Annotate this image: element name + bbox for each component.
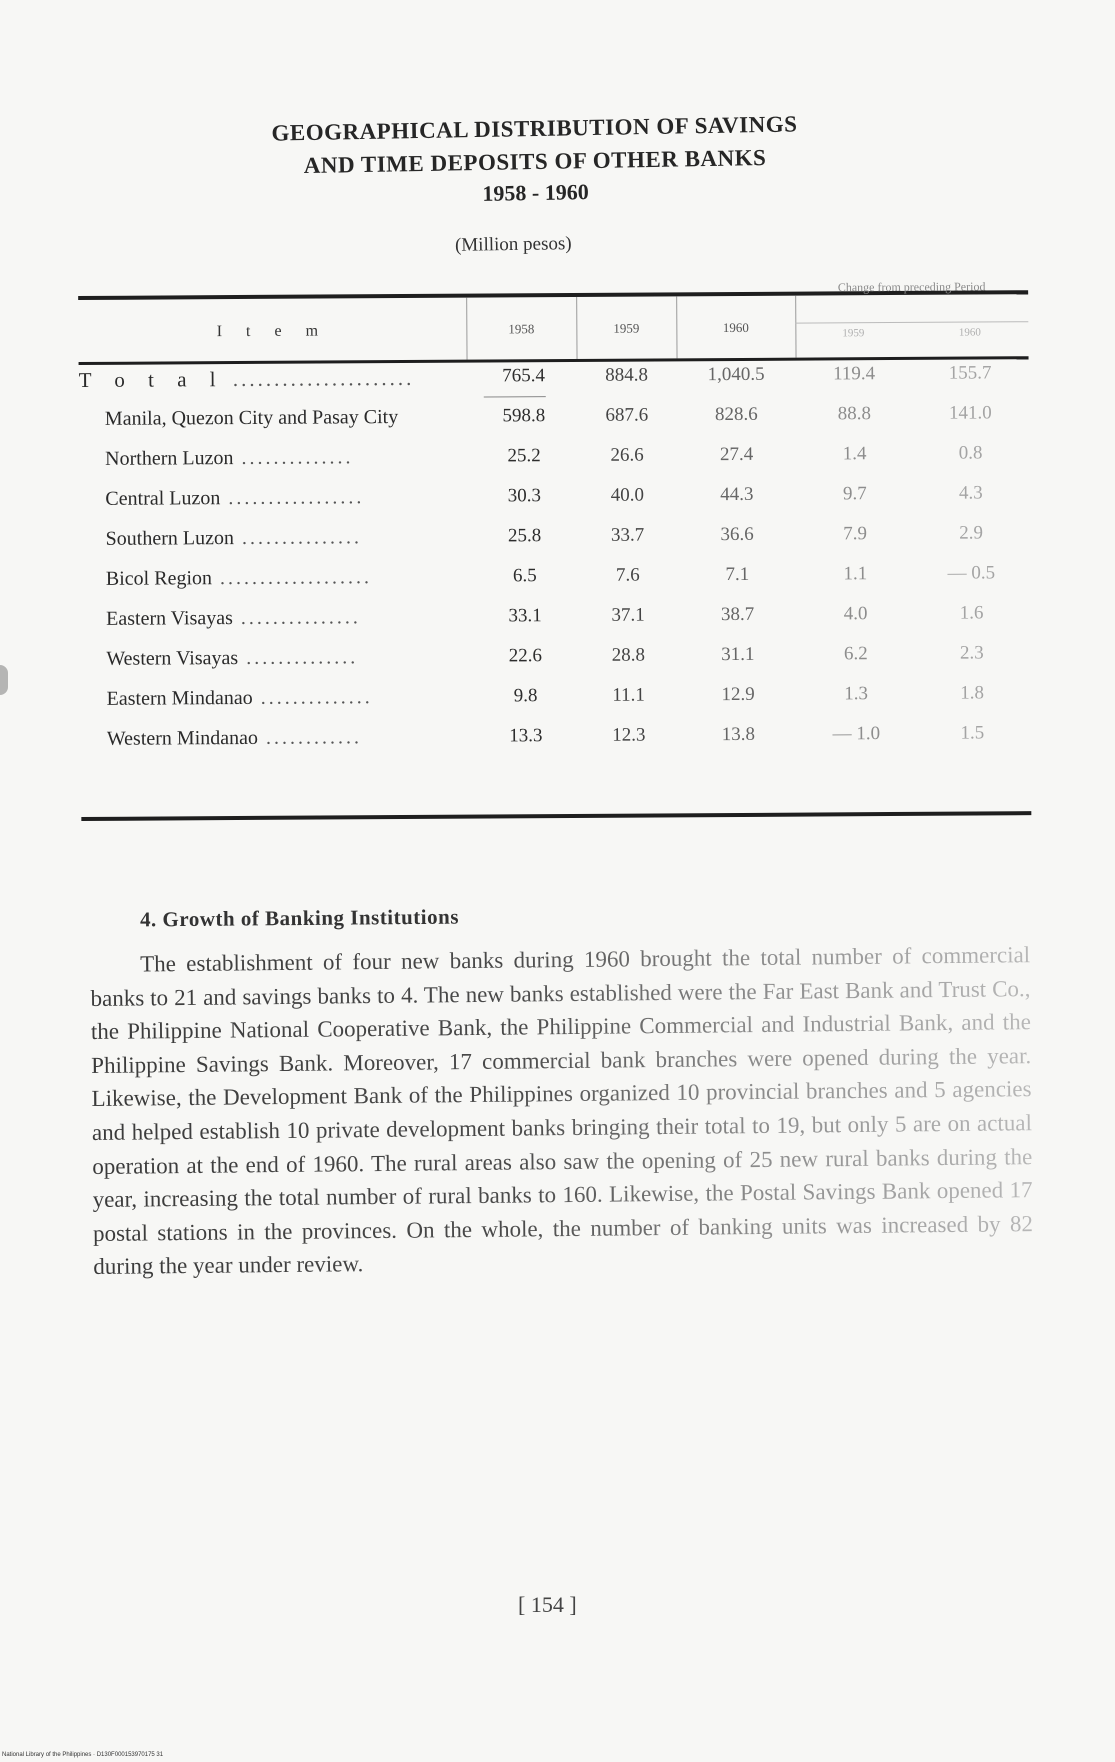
cell-1959: 12.3	[612, 724, 646, 746]
cell-1958: 6.5	[512, 565, 537, 587]
cell-1958: 9.8	[513, 685, 538, 707]
cell-1959: 687.6	[605, 404, 649, 426]
cell-1960: 31.1	[721, 643, 755, 666]
title-line-2: AND TIME DEPOSITS OF OTHER BANKS	[303, 144, 767, 179]
header-1960: 1960	[722, 319, 749, 336]
cell-change-1959: 119.4	[833, 363, 876, 385]
cell-1960: 44.3	[720, 483, 754, 506]
cell-1960: 13.8	[721, 723, 756, 746]
cell-change-1959: 88.8	[837, 403, 872, 425]
table-row	[79, 482, 1029, 526]
cell-change-1959: 1.3	[844, 683, 869, 705]
table-row	[80, 522, 1030, 566]
cell-1959: 26.6	[610, 444, 644, 466]
table-rule-bottom	[81, 811, 1031, 821]
cell-1958: 598.8	[502, 405, 546, 427]
title-line-1: GEOGRAPHICAL DISTRIBUTION OF SAVINGS	[271, 111, 798, 146]
header-item: I t e m	[216, 322, 329, 341]
row-label: Southern Luzon ...............	[105, 526, 363, 550]
cell-change-1960: 155.7	[948, 362, 992, 384]
cell-1958: 25.8	[507, 525, 542, 547]
cell-1958: 25.2	[507, 445, 541, 467]
header-1959: 1959	[613, 320, 640, 336]
cell-change-1959: 9.7	[842, 483, 867, 505]
cell-change-1960: 141.0	[948, 402, 992, 424]
row-label: Manila, Quezon City and Pasay City	[104, 406, 399, 430]
row-label: Central Luzon .................	[105, 486, 365, 510]
cell-change-1960: — 0.5	[947, 562, 996, 584]
body-paragraph	[90, 938, 1033, 1284]
cell-change-1959: — 1.0	[832, 723, 881, 745]
table-row	[79, 442, 1029, 486]
row-label: Western Mindanao ............	[106, 726, 363, 750]
cell-change-1960: 2.3	[959, 642, 984, 664]
units-label: (Million pesos)	[454, 233, 572, 256]
row-label: Northern Luzon ..............	[105, 446, 354, 470]
deposits-table	[78, 266, 1031, 832]
footer-credit: National Library of the Philippines · D130F000153970175 31	[2, 1752, 164, 1758]
cell-1960: 828.6	[714, 403, 758, 426]
table-row-total	[79, 362, 1029, 406]
cell-1959: 33.7	[610, 524, 645, 546]
row-label: Western Visayas ..............	[106, 646, 359, 670]
cell-change-1959: 4.0	[843, 603, 868, 625]
cell-1960: 12.9	[721, 683, 755, 706]
cell-change-1960: 0.8	[958, 442, 983, 464]
table-row	[80, 642, 1030, 686]
header-change-1959: 1959	[842, 327, 865, 340]
paragraph-text: The establishment of four new banks during 1960 brought the total number of commercial banks to 21 and savings banks to 4. The new banks established were the Far East Bank and Trust Co., the Philippine National Cooperative Bank, the Philippine Commercial and Industrial Bank, and the Philippine Savings Bank. Moreover, 17 commercial bank branches were opened during the year. Likewise, the Development Bank of the Philippines organized 10 provincial branches and 5 agencies and helped establish 10 private development banks bringing their total to 19, but only 5 are on actual operation at the end of 1960. The rural areas also saw the opening of 25 new rural banks during the year, increasing the total number of rural banks to 160. Likewise, the Postal Savings Bank opened 17 postal stations in the provinces. On the whole, the number of banking units was increased by 82 during the year under review.	[90, 938, 1033, 1284]
cell-1960: 36.6	[720, 523, 754, 546]
cell-change-1959: 6.2	[843, 643, 868, 665]
cell-1959: 7.6	[615, 564, 640, 586]
row-label: Eastern Visayas ...............	[106, 606, 361, 630]
cell-1959: 28.8	[611, 644, 646, 666]
change-subheader-rule	[795, 321, 1028, 323]
table-row	[80, 602, 1030, 646]
cell-1958: 30.3	[507, 485, 542, 507]
cell-1958: 33.1	[508, 605, 542, 627]
cell-1959: 884.8	[605, 364, 649, 386]
cell-1960: 27.4	[719, 443, 754, 466]
header-change: Change from preceding Period	[837, 279, 986, 295]
cell-change-1960: 1.8	[960, 682, 985, 704]
header-1958: 1958	[508, 321, 535, 337]
cell-change-1959: 7.9	[843, 523, 868, 545]
table-title	[169, 106, 901, 215]
binding-shadow	[0, 665, 8, 695]
cell-1960: 7.1	[725, 563, 750, 586]
table-row	[79, 402, 1029, 446]
cell-change-1960: 1.5	[960, 722, 985, 744]
section-heading: 4. Growth of Banking Institutions	[139, 904, 460, 932]
total-underline	[484, 396, 546, 397]
row-label: T o t a l ......................	[78, 365, 415, 392]
cell-1959: 40.0	[610, 484, 645, 506]
cell-1960: 1,040.5	[707, 363, 765, 386]
cell-change-1959: 1.1	[843, 563, 868, 585]
cell-change-1959: 1.4	[842, 443, 867, 465]
cell-1960: 38.7	[720, 603, 755, 626]
cell-1958: 765.4	[502, 365, 546, 387]
cell-1958: 22.6	[508, 645, 543, 667]
cell-change-1960: 1.6	[959, 602, 984, 624]
table-row	[81, 682, 1031, 726]
cell-1959: 37.1	[611, 604, 645, 626]
page-number: [ 154 ]	[518, 1592, 577, 1617]
row-label: Bicol Region ...................	[105, 566, 373, 590]
table-row	[80, 562, 1030, 606]
cell-change-1960: 2.9	[959, 522, 984, 544]
row-label: Eastern Mindanao ..............	[106, 686, 373, 710]
header-change-1960: 1960	[958, 326, 981, 339]
cell-1959: 11.1	[612, 684, 645, 706]
title-years: 1958 - 1960	[482, 179, 589, 206]
cell-change-1960: 4.3	[958, 482, 983, 504]
cell-1958: 13.3	[509, 725, 543, 747]
table-row	[81, 722, 1031, 766]
